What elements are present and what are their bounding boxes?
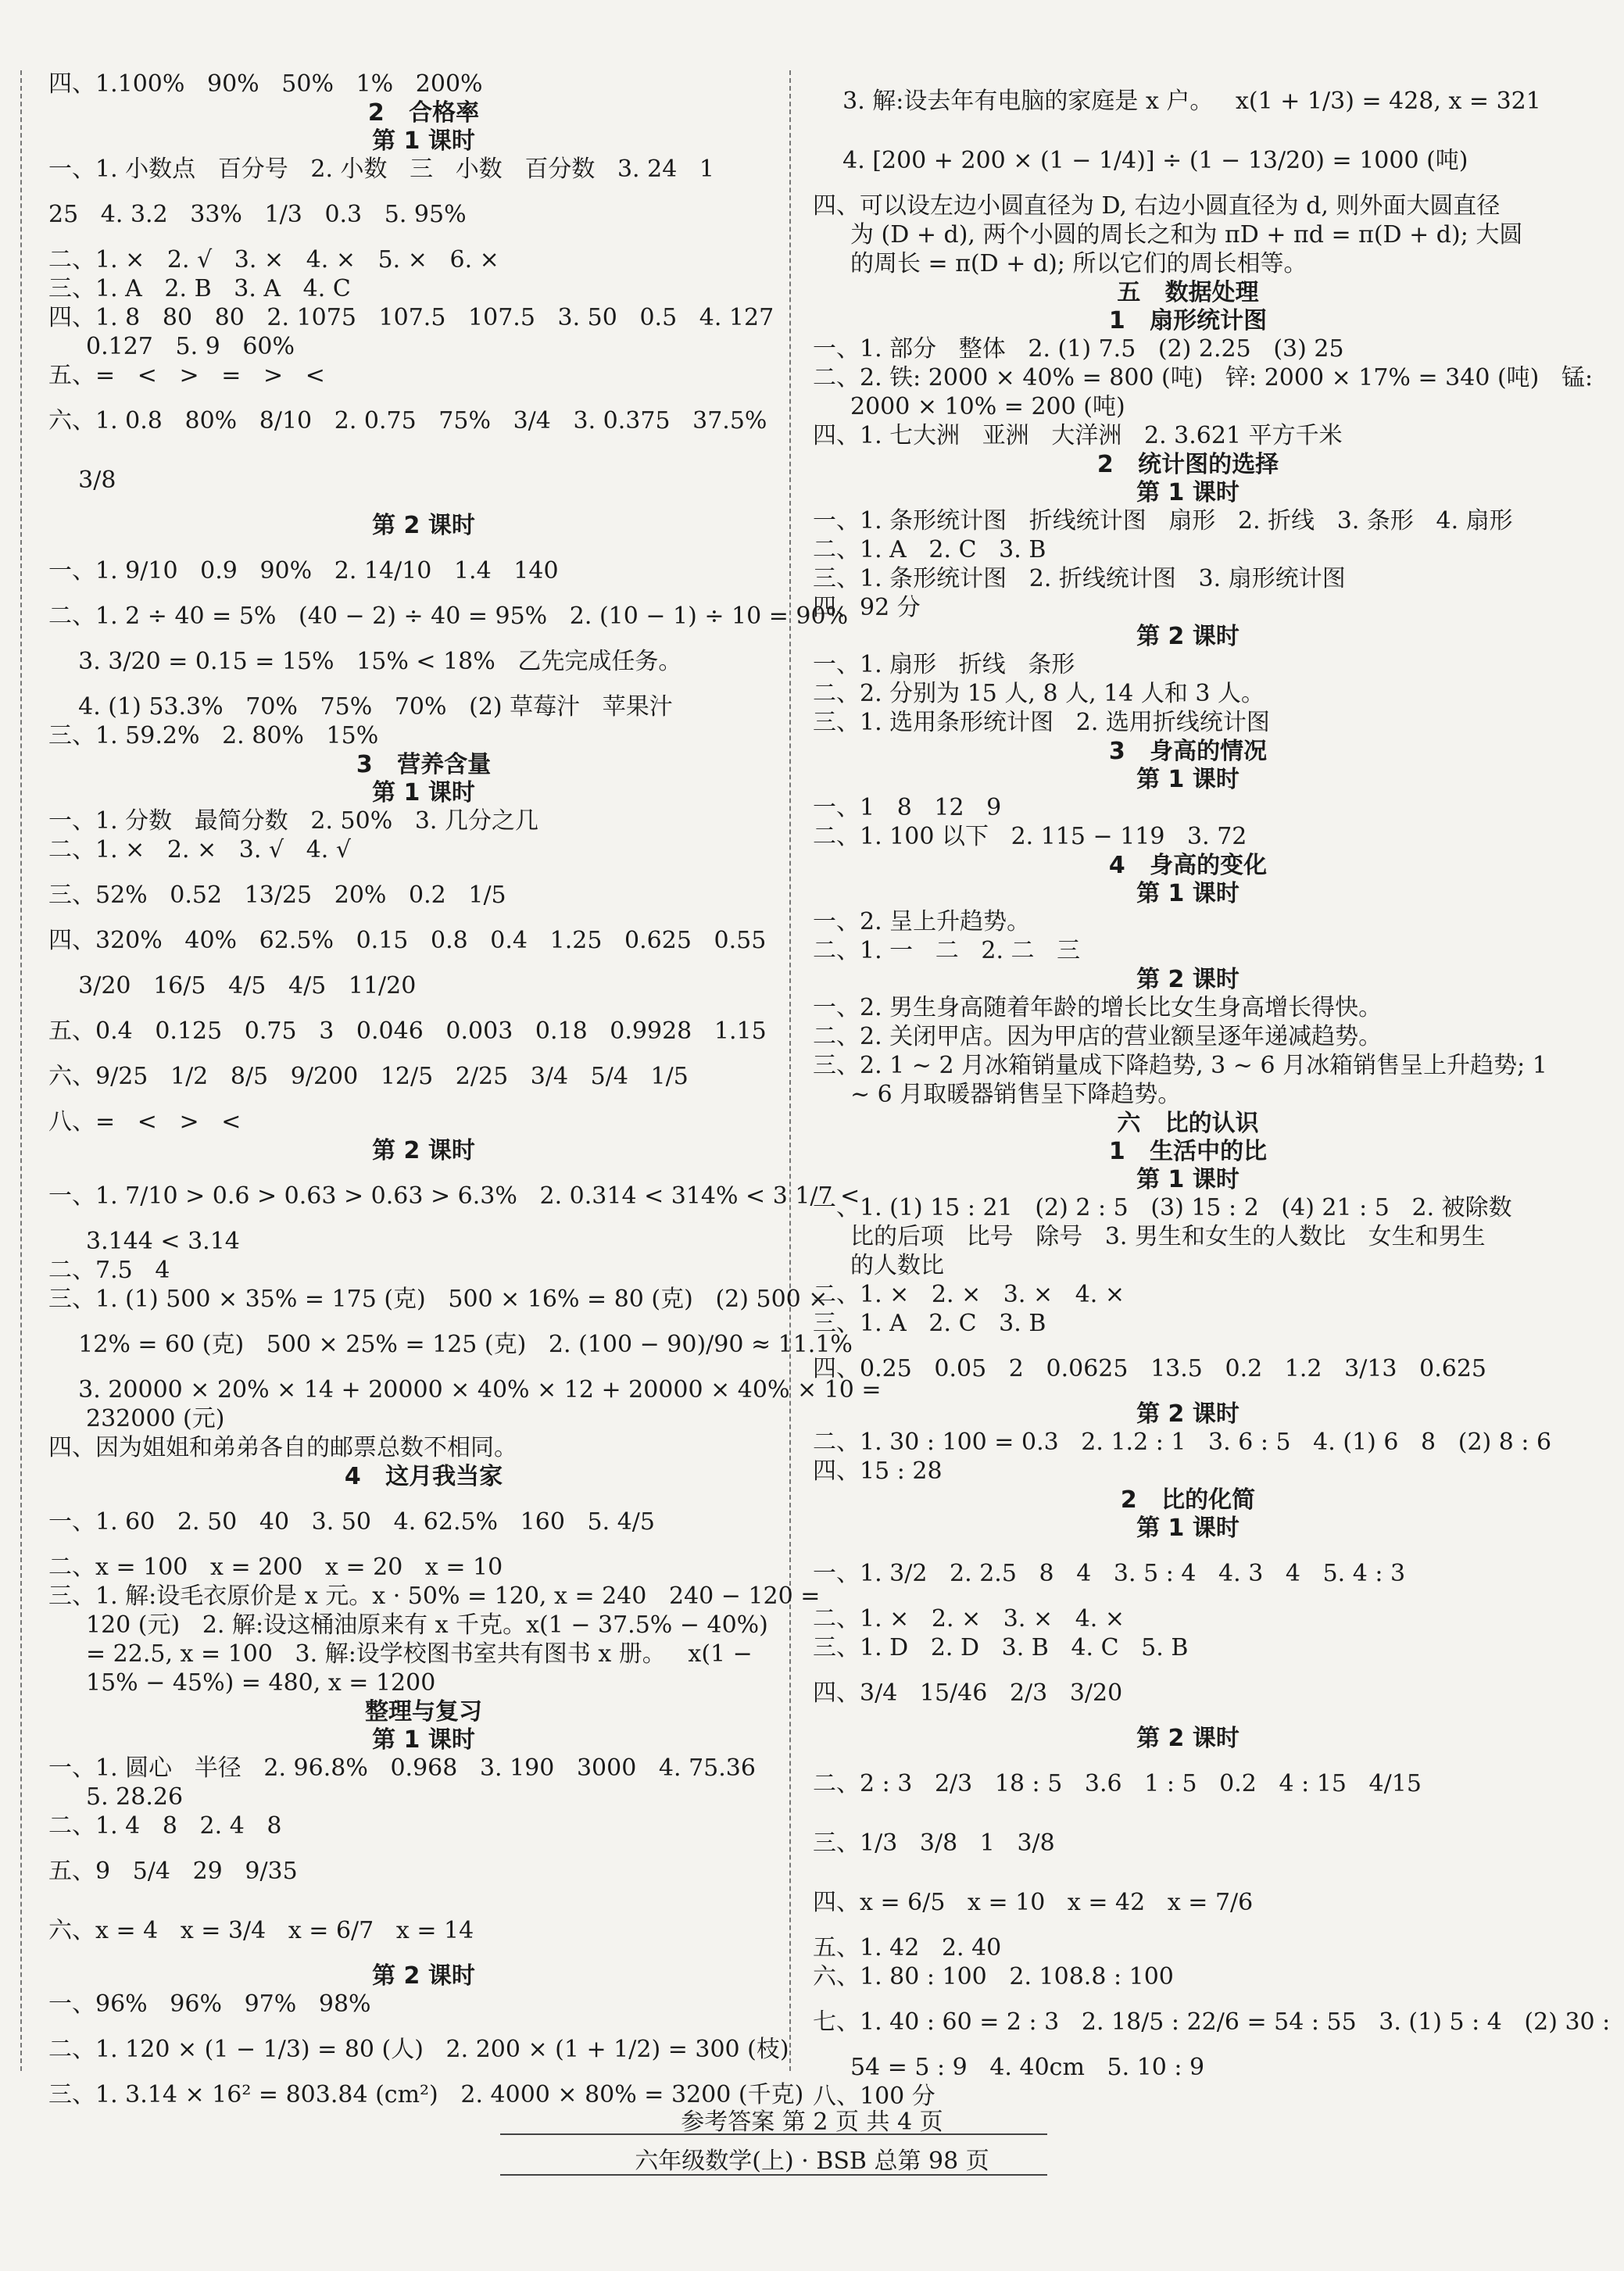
answer-line: 二、2. 分别为 15 人, 8 人, 14 人和 3 人。: [813, 680, 1265, 707]
answer-line: 二、2. 关闭甲店。因为甲店的营业额呈逐年递减趋势。: [813, 1023, 1383, 1050]
right-column: [813, 70, 1611, 2112]
section-heading: 第 2 课时: [372, 1962, 475, 1990]
answer-line: 一、1. 7/10 > 0.6 > 0.63 > 0.63 > 6.3% 2. 0.314 < 314% < 3 1/7 <: [48, 1182, 860, 1210]
answer-line: = 22.5, x = 100 3. 解:设学校图书室共有图书 x 册。 x(1 −: [86, 1640, 753, 1668]
answer-line: 4. (1) 53.3% 70% 75% 70% (2) 草莓汁 苹果汁: [48, 693, 673, 721]
answer-line: 二、2. 铁: 2000 × 40% = 800 (吨) 锌: 2000 × 17% = 340 (吨) 锰:: [813, 364, 1594, 392]
section-heading: 第 1 课时: [1136, 766, 1239, 793]
answer-line: 二、1. 2 ÷ 40 = 5% (40 − 2) ÷ 40 = 95% 2. (10 − 1) ÷ 10 = 90%: [48, 603, 849, 630]
answer-line: 3. 3/20 = 0.15 = 15% 15% < 18% 乙先完成任务。: [48, 648, 682, 675]
answer-line: 三、1. (1) 500 × 35% = 175 (克) 500 × 16% = 80 (克) (2) 500 ×: [48, 1286, 828, 1313]
answer-line: 四、1. 七大洲 亚洲 大洋洲 2. 3.621 平方千米: [813, 422, 1343, 449]
answer-line: 二、7.5 4: [48, 1257, 170, 1284]
answer-line: 三、1. 选用条形统计图 2. 选用折线统计图: [813, 709, 1270, 736]
section-heading: 2 统计图的选择: [1096, 451, 1279, 478]
answer-line: 三、52% 0.52 13/25 20% 0.2 1/5: [48, 882, 506, 909]
answer-line: 二、1. 100 以下 2. 115 − 119 3. 72: [813, 823, 1247, 850]
answer-line: 一、1 8 12 9: [813, 794, 1002, 821]
section-heading: 1 扇形统计图: [1108, 307, 1268, 334]
answer-line: 四、因为姐姐和弟弟各自的邮票总数不相同。: [48, 1434, 517, 1461]
answer-line: 的周长 = π(D + d); 所以它们的周长相等。: [850, 250, 1307, 277]
footer-page-info: 参考答案 第 2 页 共 4 页: [681, 2108, 943, 2136]
footer-book-info: 六年级数学(上) · BSB 总第 98 页: [635, 2148, 989, 2175]
answer-line: 54 = 5 : 9 4. 40cm 5. 10 : 9: [850, 2054, 1205, 2081]
answer-line: 一、1. 扇形 折线 条形: [813, 651, 1075, 678]
answer-line: 三、1. A 2. B 3. A 4. C: [48, 275, 351, 302]
answer-line: 3. 20000 × 20% × 14 + 20000 × 40% × 12 + 20000 × 40% × 10 =: [48, 1376, 882, 1404]
section-heading: 4 身高的变化: [1108, 852, 1268, 879]
answer-line: 232000 (元): [86, 1405, 225, 1432]
answer-line: 四、3/4 15/46 2/3 3/20: [813, 1679, 1123, 1707]
section-heading: 第 2 课时: [1136, 1400, 1239, 1428]
section-heading: 2 比的化简: [1120, 1486, 1256, 1514]
answer-line: 3. 解:设去年有电脑的家庭是 x 户。 x(1 + 1/3) = 428, x = 321: [813, 88, 1541, 115]
answer-line: 一、2. 男生身高随着年龄的增长比女生身高增长得快。: [813, 994, 1383, 1021]
answer-line: 的人数比: [850, 1252, 944, 1279]
answer-line: 一、1. 小数点 百分号 2. 小数 三 小数 百分数 3. 24 1: [48, 156, 714, 183]
answer-line: 二、1. A 2. C 3. B: [813, 536, 1046, 563]
answer-line: 一、1. 部分 整体 2. (1) 7.5 (2) 2.25 (3) 25: [813, 335, 1344, 363]
answer-line: 一、1. 60 2. 50 40 3. 50 4. 62.5% 160 5. 4/5: [48, 1508, 655, 1536]
answer-line: 六、9/25 1/2 8/5 9/200 12/5 2/25 3/4 5/4 1/5: [48, 1063, 689, 1090]
answer-line: 一、1. 9/10 0.9 90% 2. 14/10 1.4 140: [48, 557, 559, 585]
answer-line: 四、92 分: [813, 594, 921, 621]
answer-line: 三、1. 3.14 × 16² = 803.84 (cm²) 2. 4000 × 80% = 3200 (千克): [48, 2081, 804, 2108]
left-margin-rule: [20, 70, 22, 2071]
answer-line: 一、1. 圆心 半径 2. 96.8% 0.968 3. 190 3000 4. 75.36: [48, 1754, 756, 1782]
answer-line: 六、1. 0.8 80% 8/10 2. 0.75 75% 3/4 3. 0.375 37.5%: [48, 407, 767, 435]
answer-line: 一、1. 分数 最简分数 2. 50% 3. 几分之几: [48, 807, 538, 835]
section-heading: 第 2 课时: [372, 1137, 475, 1164]
answer-line: 二、1. × 2. × 3. √ 4. √: [48, 836, 351, 864]
answer-line: 四、15 : 28: [813, 1457, 943, 1485]
answer-line: 25 4. 3.2 33% 1/3 0.3 5. 95%: [48, 201, 467, 228]
answer-line: 三、1/3 3/8 1 3/8: [813, 1829, 1055, 1857]
section-heading: 五 数据处理: [1117, 279, 1259, 306]
answer-line: 四、可以设左边小圆直径为 D, 右边小圆直径为 d, 则外面大圆直径: [813, 192, 1501, 220]
answer-line: 八、100 分: [813, 2083, 935, 2110]
section-heading: 4 这月我当家: [344, 1463, 503, 1490]
answer-line: 4. [200 + 200 × (1 − 1/4)] ÷ (1 − 13/20) = 1000 (吨): [813, 147, 1468, 174]
answer-line: 六、x = 4 x = 3/4 x = 6/7 x = 14: [48, 1917, 474, 1944]
section-heading: 第 2 课时: [372, 512, 475, 539]
section-heading: 第 2 课时: [1136, 1725, 1239, 1752]
answer-line: 一、1. 3/2 2. 2.5 8 4 3. 5 : 4 4. 3 4 5. 4 : 3: [813, 1560, 1406, 1587]
section-heading: 第 1 课时: [372, 127, 475, 155]
section-heading: 第 1 课时: [1136, 880, 1239, 907]
answer-line: 二、1. × 2. × 3. × 4. ×: [813, 1281, 1125, 1308]
section-heading: 第 1 课时: [1136, 479, 1239, 506]
answer-line: 五、= < > = > <: [48, 362, 325, 389]
answer-line: 比的后项 比号 除号 3. 男生和女生的人数比 女生和男生: [850, 1223, 1486, 1250]
answer-line: 120 (元) 2. 解:设这桶油原来有 x 千克。x(1 − 37.5% − 40%): [86, 1611, 768, 1639]
answer-line: 四、x = 6/5 x = 10 x = 42 x = 7/6: [813, 1889, 1254, 1916]
answer-line: 二、1. 4 8 2. 4 8: [48, 1812, 282, 1840]
answer-line: 四、320% 40% 62.5% 0.15 0.8 0.4 1.25 0.625 0.55: [48, 927, 767, 954]
section-heading: 第 2 课时: [1136, 623, 1239, 650]
section-heading: 第 2 课时: [1136, 966, 1239, 993]
answer-line: 四、1.100% 90% 50% 1% 200%: [48, 70, 483, 98]
answer-line: 一、2. 呈上升趋势。: [813, 908, 1031, 935]
answer-line: 3/8: [48, 467, 116, 494]
footer-rule-top: [500, 2133, 1047, 2135]
section-heading: 第 1 课时: [372, 1726, 475, 1754]
answer-line: 三、2. 1 ~ 2 月冰箱销量成下降趋势, 3 ~ 6 月冰箱销售呈上升趋势; 1: [813, 1052, 1547, 1079]
answer-line: 二、1. 30 : 100 = 0.3 2. 1.2 : 1 3. 6 : 5 4. (1) 6 8 (2) 8 : 6: [813, 1429, 1552, 1456]
section-heading: 2 合格率: [367, 99, 480, 127]
answer-line: 一、1. 条形统计图 折线统计图 扇形 2. 折线 3. 条形 4. 扇形: [813, 507, 1513, 535]
answer-line: 四、1. 8 80 80 2. 1075 107.5 107.5 3. 50 0.5 4. 127: [48, 304, 774, 331]
answer-line: 12% = 60 (克) 500 × 25% = 125 (克) 2. (100 − 90)/90 ≈ 11.1%: [48, 1331, 853, 1358]
answer-line: 二、1. × 2. × 3. × 4. ×: [813, 1605, 1125, 1633]
answer-line: 八、= < > <: [48, 1108, 241, 1136]
answer-line: 五、1. 42 2. 40: [813, 1934, 1002, 1962]
answer-line: 三、1. D 2. D 3. B 4. C 5. B: [813, 1634, 1189, 1661]
answer-line: 0.127 5. 9 60%: [86, 333, 295, 360]
answer-line: 六、1. 80 : 100 2. 108.8 : 100: [813, 1963, 1174, 1990]
answer-line: 一、96% 96% 97% 98%: [48, 1990, 371, 2018]
answer-line: 五、9 5/4 29 9/35: [48, 1858, 298, 1885]
answer-line: 七、1. 40 : 60 = 2 : 3 2. 18/5 : 22/6 = 54 : 55 3. (1) 5 : 4 (2) 30 :: [813, 2008, 1611, 2036]
section-heading: 1 生活中的比: [1108, 1138, 1268, 1165]
answer-line: 五、0.4 0.125 0.75 3 0.046 0.003 0.18 0.9928 1.15: [48, 1017, 767, 1045]
answer-line: 3/20 16/5 4/5 4/5 11/20: [48, 972, 417, 1000]
section-heading: 第 1 课时: [372, 779, 475, 806]
answer-line: 三、1. 解:设毛衣原价是 x 元。x · 50% = 120, x = 240 240 − 120 =: [48, 1583, 821, 1610]
answer-line: 二、1. × 2. √ 3. × 4. × 5. × 6. ×: [48, 246, 499, 274]
answer-line: 三、1. 59.2% 2. 80% 15%: [48, 722, 379, 749]
section-heading: 整理与复习: [365, 1698, 482, 1726]
answer-line: 5. 28.26: [86, 1783, 184, 1811]
answer-line: 3.144 < 3.14: [86, 1228, 240, 1255]
section-heading: 3 营养含量: [356, 751, 492, 778]
answer-line: 三、1. A 2. C 3. B: [813, 1310, 1046, 1337]
answer-line: ~ 6 月取暖器销售呈下降趋势。: [850, 1081, 1182, 1108]
section-heading: 六 比的认识: [1117, 1110, 1259, 1137]
answer-line: 二、x = 100 x = 200 x = 20 x = 10: [48, 1554, 503, 1581]
answer-line: 2000 × 10% = 200 (吨): [850, 393, 1125, 420]
answer-line: 二、1. 一 二 2. 二 三: [813, 937, 1081, 964]
answer-line: 一、1. (1) 15 : 21 (2) 2 : 5 (3) 15 : 2 (4) 21 : 5 2. 被除数: [813, 1194, 1512, 1221]
answer-line: 为 (D + d), 两个小圆的周长之和为 πD + πd = π(D + d); 大圆: [850, 221, 1523, 249]
footer-rule-bottom: [500, 2174, 1047, 2176]
answer-line: 15% − 45%) = 480, x = 1200: [86, 1669, 436, 1697]
answer-line: 二、1. 120 × (1 − 1/3) = 80 (人) 2. 200 × (1 + 1/2) = 300 (枝): [48, 2036, 789, 2063]
section-heading: 第 1 课时: [1136, 1166, 1239, 1193]
section-heading: 第 1 课时: [1136, 1515, 1239, 1542]
answer-line: 三、1. 条形统计图 2. 折线统计图 3. 扇形统计图: [813, 565, 1346, 592]
answer-line: 四、0.25 0.05 2 0.0625 13.5 0.2 1.2 3/13 0.625: [813, 1355, 1486, 1382]
answer-line: 二、2 : 3 2/3 18 : 5 3.6 1 : 5 0.2 4 : 15 4/15: [813, 1770, 1422, 1797]
section-heading: 3 身高的情况: [1108, 738, 1268, 765]
